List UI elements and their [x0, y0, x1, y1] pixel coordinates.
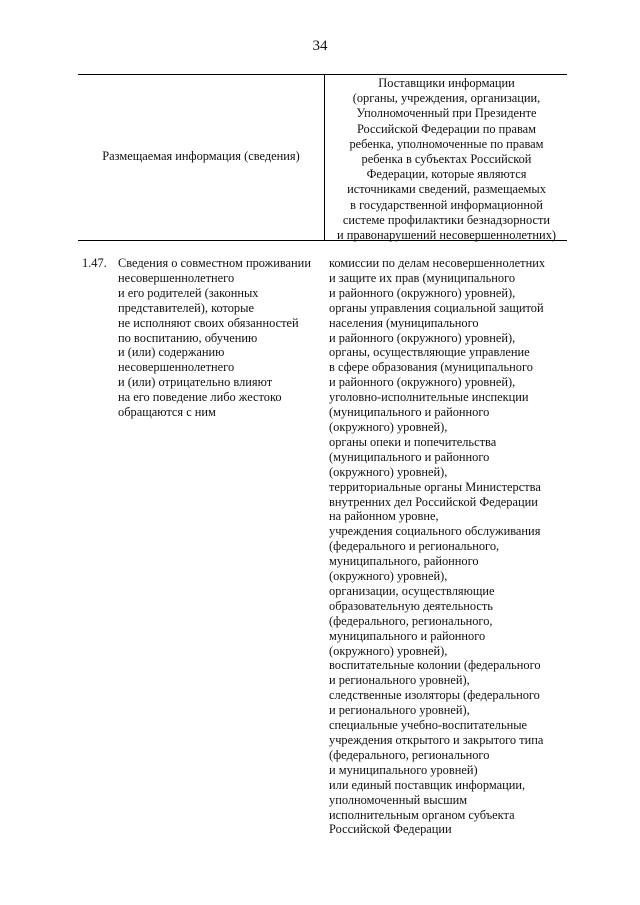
provider-line: организации, осуществляющие [329, 583, 495, 598]
provider-line: уполномоченный высшим [329, 792, 468, 807]
provider-line: и защите их прав (муниципального [329, 270, 516, 285]
description-line: и его родителей (законных [118, 285, 259, 300]
provider-line: на районном уровне, [329, 509, 439, 524]
provider-line: (муниципального и районного [329, 449, 490, 464]
header-provider-line: источниками сведений, размещаемых [347, 182, 546, 197]
description-line: представителей), которые [118, 300, 254, 315]
provider-line: или единый поставщик информации, [329, 777, 526, 792]
header-provider-line: ребенка в субъектах Российской [361, 152, 532, 167]
header-provider-line: Уполномоченный при Президенте [356, 106, 537, 121]
header-provider-line: ребенка, уполномоченные по правам [349, 136, 544, 151]
provider-line: (окружного) уровней), [329, 643, 448, 658]
header-information-providers [326, 76, 567, 243]
description-line: на его поведение либо жестоко [118, 390, 282, 405]
provider-line: внутренних дел Российской Федерации [329, 494, 538, 509]
provider-line: территориальные органы Министерства [329, 479, 541, 494]
row-providers [329, 256, 569, 837]
header-provider-line: (органы, учреждения, организации, [352, 91, 541, 106]
page-number: 34 [312, 38, 328, 54]
description-line: и (или) содержанию [118, 345, 225, 360]
provider-line: и районного (окружного) уровней), [329, 285, 516, 300]
provider-line: (окружного) уровней), [329, 569, 448, 584]
provider-line: и регионального уровней), [329, 673, 470, 688]
provider-line: уголовно-исполнительные инспекции [329, 390, 529, 405]
provider-line: (федерального и регионального, [329, 539, 500, 554]
provider-line: (окружного) уровней), [329, 464, 448, 479]
provider-line: населения (муниципального [329, 315, 479, 330]
row-description [118, 256, 324, 420]
provider-line: (федерального, регионального [329, 747, 490, 762]
provider-line: специальные учебно-воспитательные [329, 718, 528, 733]
description-line: несовершеннолетнего [118, 270, 235, 285]
description-line: Сведения о совместном проживании [118, 256, 311, 270]
provider-line: в сфере образования (муниципального [329, 360, 533, 375]
provider-line: органы, осуществляющие управление [329, 345, 530, 360]
header-provider-line: Федерации, которые являются [366, 167, 527, 182]
row-number: 1.47. [82, 256, 107, 270]
table-column-divider [324, 74, 325, 240]
provider-line: комиссии по делам несовершеннолетних [329, 256, 546, 270]
description-line: и (или) отрицательно влияют [118, 375, 273, 390]
provider-line: (окружного) уровней), [329, 419, 448, 434]
header-provider-line: и правонарушений несовершеннолетних) [336, 228, 557, 243]
provider-line: (муниципального и районного [329, 405, 490, 420]
header-provider-line: системе профилактики безнадзорности [342, 212, 551, 227]
provider-line: и районного (окружного) уровней), [329, 375, 516, 390]
provider-line: учреждения социального обслуживания [329, 524, 541, 539]
description-line: обращаются с ним [118, 405, 216, 420]
provider-line: учреждения открытого и закрытого типа [329, 733, 544, 747]
provider-line: муниципального, районного [329, 554, 479, 569]
provider-line: органы управления социальной защитой [329, 300, 544, 315]
provider-line: образовательную деятельность [329, 598, 493, 613]
description-line: не исполняют своих обязанностей [118, 315, 299, 330]
provider-line: (федерального, регионального, [329, 613, 493, 628]
provider-line: следственные изоляторы (федерального [329, 688, 540, 703]
header-provider-line: Поставщики информации [378, 76, 515, 90]
provider-line: и районного (окружного) уровней), [329, 330, 516, 345]
header-provider-line: Российской Федерации по правам [356, 121, 537, 136]
description-line: по воспитанию, обучению [118, 330, 258, 345]
provider-line: воспитательные колонии (федерального [329, 658, 541, 673]
provider-line: исполнительным органом субъекта [329, 807, 515, 822]
description-line: несовершеннолетнего [118, 360, 235, 375]
table-top-rule [78, 74, 567, 75]
provider-line: муниципального и районного [329, 628, 486, 643]
provider-line: и муниципального уровней) [329, 762, 478, 777]
provider-line: органы опеки и попечительства [329, 434, 497, 449]
header-placed-information: Размещаемая информация (сведения) [102, 149, 300, 163]
provider-line: и регионального уровней), [329, 703, 470, 718]
provider-line: Российской Федерации [329, 822, 452, 837]
header-provider-line: в государственной информационной [350, 197, 543, 212]
